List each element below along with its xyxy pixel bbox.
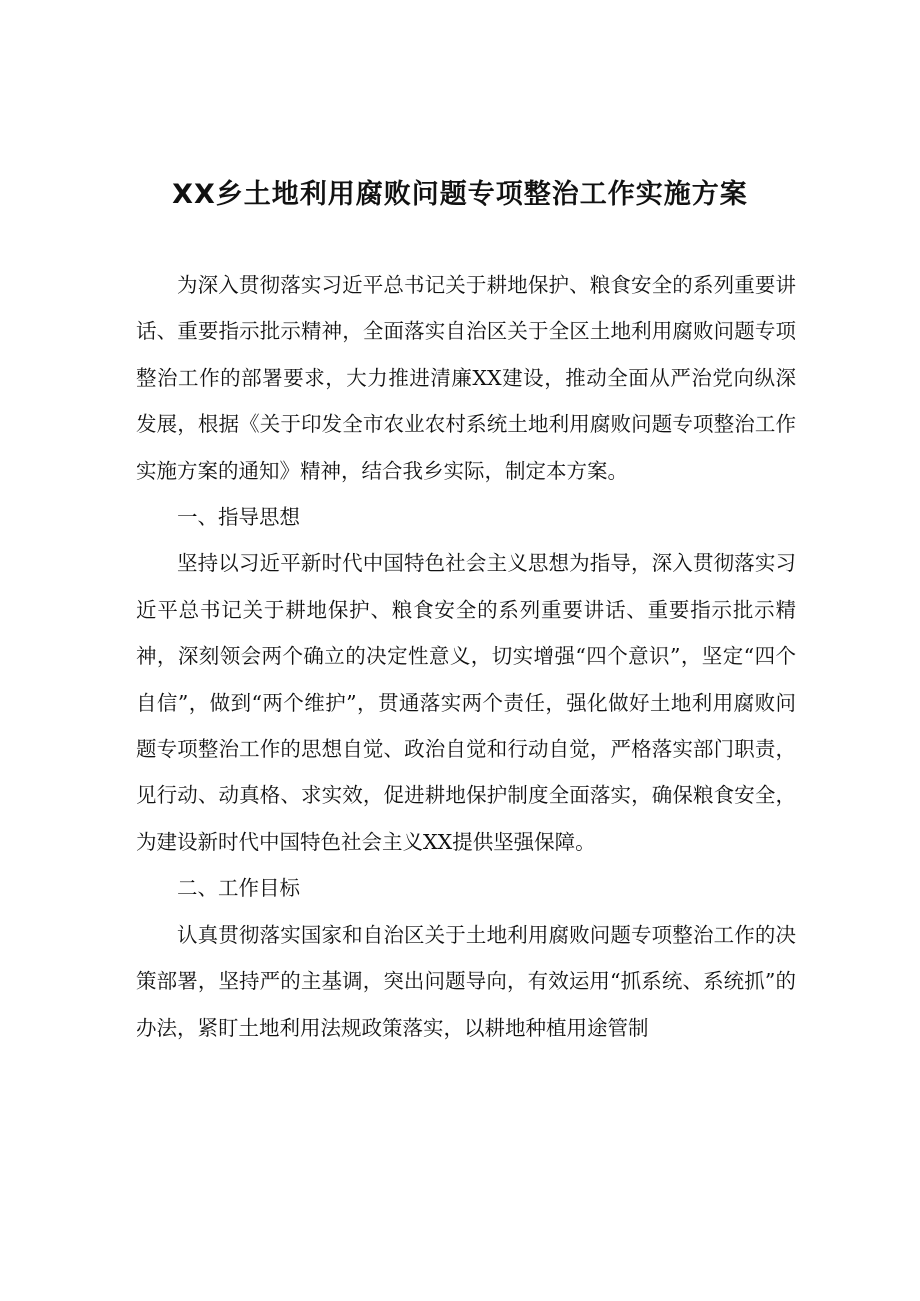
intro-paragraph: 为深入贯彻落实习近平总书记关于耕地保护、粮食安全的系列重要讲话、重要指示批示精神，全面落实自治区关于全区土地利用腐败问题专项整治工作的部署要求，大力推进清廉XX建设，推动全面从严治党向纵深发展，根据《关于印发全市农业农村系统土地利用腐败问题专项整治工作实施方案的通知》精神，结合我乡实际，制定本方案。	[136, 273, 796, 483]
section-heading-guiding-ideology: 一、指导思想	[177, 505, 300, 530]
section-heading-work-goals: 二、工作目标	[177, 876, 300, 901]
guiding-ideology-paragraph: 坚持以习近平新时代中国特色社会主义思想为指导，深入贯彻落实习近平总书记关于耕地保护、粮食安全的系列重要讲话、重要指示批示精神，深刻领会两个确立的决定性意义，切实增强“四个意识”，坚定“四个自信”，做到“两个维护”，贯通落实两个责任，强化做好土地利用腐败问题专项整治工作的思想自觉、政治自觉和行动自觉，严格落实部门职责，见行动、动真格、求实效，促进耕地保护制度全面落实，确保粮食安全，为建设新时代中国特色社会主义XX提供坚强保障。	[136, 551, 796, 854]
document-body	[136, 262, 796, 1051]
work-goals-paragraph: 认真贯彻落实国家和自治区关于土地利用腐败问题专项整治工作的决策部署，坚持严的主基调，突出问题导向，有效运用“抓系统、系统抓”的办法，紧盯土地利用法规政策落实，以耕地种植用途管制	[136, 922, 796, 1040]
document-title: XX乡土地利用腐败问题专项整治工作实施方案	[172, 179, 748, 210]
